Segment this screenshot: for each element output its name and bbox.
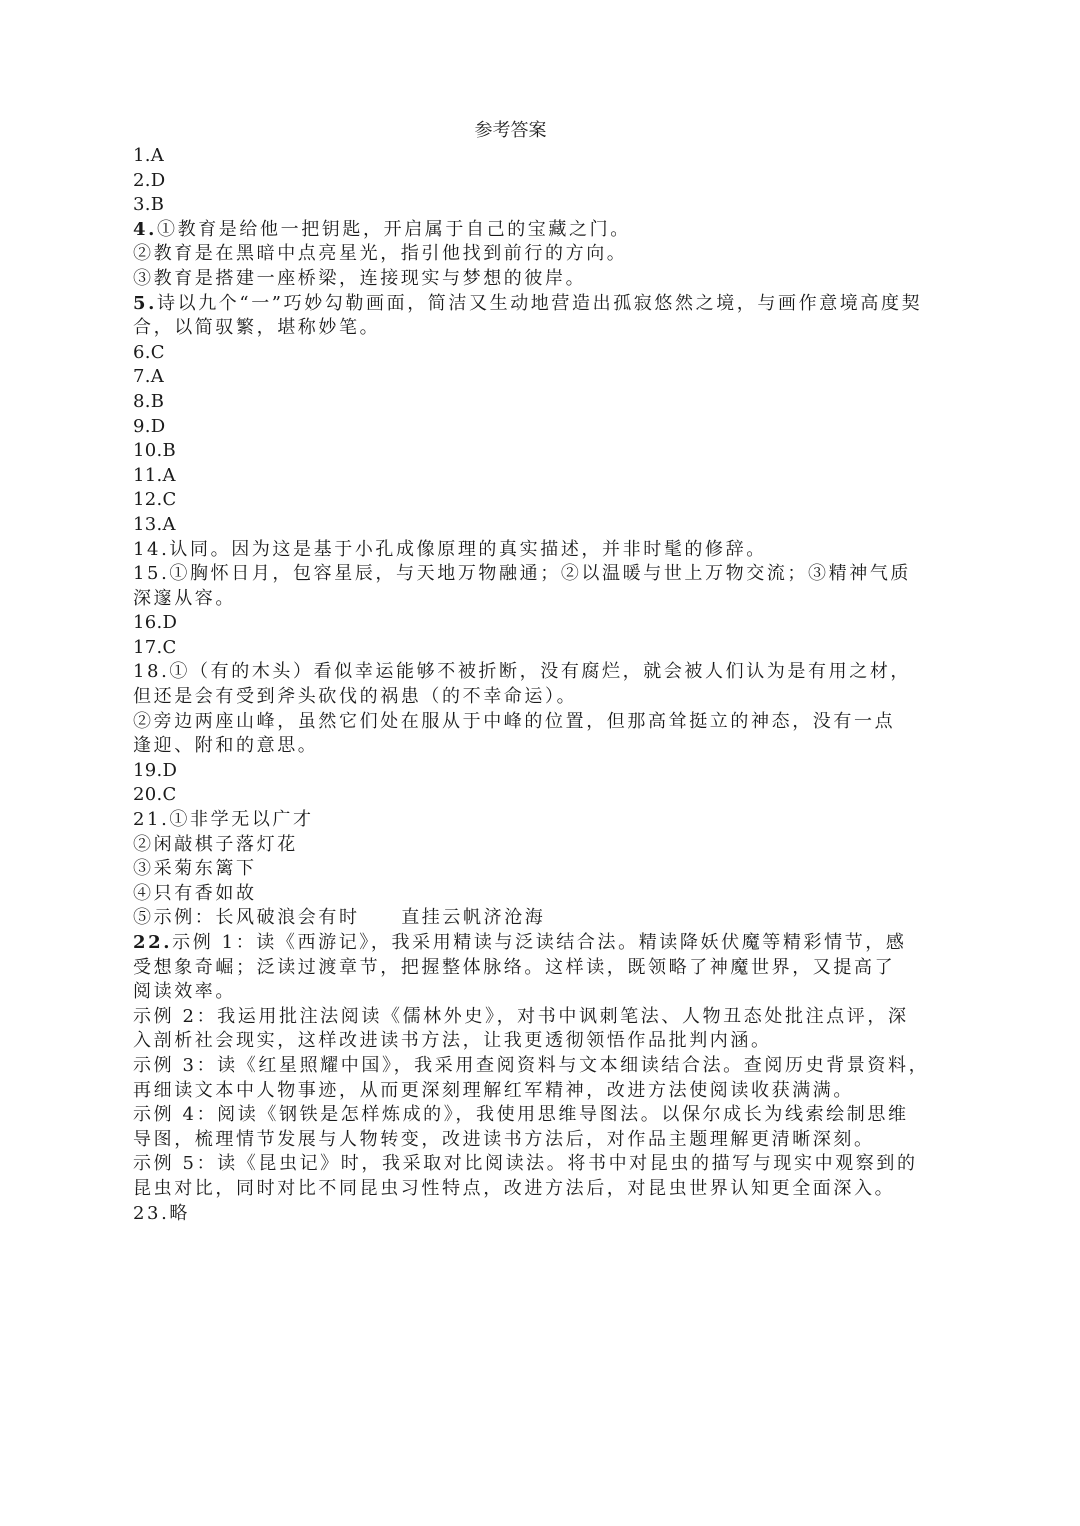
answer-text: 示例 2：我运用批注法阅读《儒林外史》，对书中讽刺笔法、人物丑态处批注点评，深: [133, 1005, 909, 1027]
answer-text: 1.A: [133, 145, 165, 166]
answer-text: ①教育是给他一把钥匙，开启属于自己的宝藏之门。: [157, 218, 631, 240]
answer-text: ②旁边两座山峰，虽然它们处在服从于中峰的位置，但那高耸挺立的神态，没有一点: [133, 710, 896, 732]
answer-text: ②教育是在黑暗中点亮星光，指引他找到前行的方向。: [133, 243, 628, 265]
answer-text: ⑤示例：长风破浪会有时 直挂云帆济沧海: [133, 907, 546, 929]
answer-line: [133, 759, 948, 784]
answer-text: 15.①胸怀日月，包容星辰，与天地万物融通；②以温暖与世上万物交流；③精神气质: [133, 563, 912, 585]
answer-line: [133, 833, 948, 858]
answer-text: 但还是会有受到斧头砍伐的祸患（的不幸命运）。: [133, 686, 578, 708]
answer-line: [133, 341, 948, 366]
answer-text: 3.B: [133, 194, 165, 216]
answer-line: [133, 562, 948, 587]
answer-text: 17.C: [133, 636, 177, 658]
answer-page: [133, 118, 948, 1226]
question-number: 5.: [133, 292, 157, 314]
answer-text: 7.A: [133, 366, 165, 388]
answer-text: 20.C: [133, 784, 177, 806]
answer-line: [133, 390, 948, 415]
answer-line: [133, 1202, 948, 1227]
question-number: 22.: [133, 932, 173, 953]
page-title: 参考答案: [474, 120, 547, 141]
answer-line: [133, 1029, 948, 1054]
answer-text: ②闲敲棋子落灯花: [133, 833, 298, 855]
answer-list: [133, 144, 948, 1226]
answer-line: [133, 488, 948, 513]
answer-text: 逢迎、附和的意思。: [133, 735, 319, 757]
answer-text: 12.C: [133, 489, 177, 511]
answer-line: [133, 193, 948, 218]
answer-text: 18.①（有的木头）看似幸运能够不被折断，没有腐烂，就会被人们认为是有用之材，: [133, 661, 912, 683]
answer-line: [133, 415, 948, 440]
answer-text: 导图，梳理情节发展与人物转变，改进读书方法后，对作品主题理解更清晰深刻。: [133, 1128, 875, 1150]
answer-line: [133, 710, 948, 735]
answer-line: [133, 734, 948, 759]
answer-text: 14.认同。因为这是基于小孔成像原理的真实描述，并非时髦的修辞。: [133, 538, 767, 560]
answer-line: [133, 144, 948, 169]
answer-text: 10.B: [133, 440, 177, 462]
answer-line: [133, 292, 948, 317]
answer-line: [133, 636, 948, 661]
answer-line: [133, 169, 948, 194]
answer-text: ③采菊东篱下: [133, 858, 257, 880]
answer-line: [133, 906, 948, 931]
answer-text: 9.D: [133, 415, 166, 437]
answer-line: [133, 808, 948, 833]
answer-line: [133, 316, 948, 341]
answer-line: [133, 611, 948, 636]
answer-text: 19.D: [133, 759, 178, 781]
answer-text: 诗以九个“一”巧妙勾勒画面，简洁又生动地营造出孤寂悠然之境，与画作意境高度契: [157, 292, 923, 314]
answer-line: [133, 538, 948, 563]
answer-line: [133, 587, 948, 612]
answer-text: ③教育是搭建一座桥梁，连接现实与梦想的彼岸。: [133, 267, 587, 289]
answer-line: [133, 1054, 948, 1079]
answer-text: 2.D: [133, 169, 166, 191]
answer-text: 8.B: [133, 390, 165, 412]
answer-text: 昆虫对比，同时对比不同昆虫习性特点，改进方法后，对昆虫世界认知更全面深入。: [133, 1177, 896, 1199]
answer-text: 阅读效率。: [133, 981, 236, 1003]
answer-line: [133, 857, 948, 882]
answer-line: [133, 931, 948, 956]
answer-text: 示例 1：读《西游记》，我采用精读与泛读结合法。精读降妖伏魔等精彩情节，感: [172, 932, 907, 953]
answer-line: [133, 1079, 948, 1104]
answer-text: 13.A: [133, 513, 176, 535]
answer-line: [133, 783, 948, 808]
answer-text: 入剖析社会现实，这样改进读书方法，让我更透彻领悟作品批判内涵。: [133, 1030, 772, 1052]
answer-line: [133, 660, 948, 685]
answer-text: 11.A: [133, 464, 176, 486]
answer-text: 再细读文本中人物事迹，从而更深刻理解红军精神，改进方法使阅读收获满满。: [133, 1079, 854, 1101]
answer-text: 深邃从容。: [133, 587, 236, 609]
question-number: 4.: [133, 218, 157, 240]
answer-text: 6.C: [133, 341, 165, 363]
answer-text: 合，以简驭繁，堪称妙笔。: [133, 317, 381, 339]
answer-text: 受想象奇崛；泛读过渡章节，把握整体脉络。这样读，既领略了神魔世界，又提高了: [133, 956, 896, 978]
answer-line: [133, 1177, 948, 1202]
answer-line: [133, 513, 948, 538]
answer-line: [133, 464, 948, 489]
answer-text: 示例 3：读《红星照耀中国》，我采用查阅资料与文本细读结合法。查阅历史背景资料，: [133, 1054, 930, 1076]
answer-line: [133, 956, 948, 981]
answer-line: [133, 1152, 948, 1177]
answer-text: 21.①非学无以广才: [133, 809, 314, 831]
answer-line: [133, 218, 948, 243]
answer-line: [133, 365, 948, 390]
answer-text: 示例 4：阅读《钢铁是怎样炼成的》，我使用思维导图法。以保尔成长为线索绘制思维: [133, 1104, 909, 1126]
answer-line: [133, 1128, 948, 1153]
answer-line: [133, 267, 948, 292]
answer-line: [133, 439, 948, 464]
answer-text: 示例 5：读《昆虫记》时，我采取对比阅读法。将书中对昆虫的描写与现实中观察到的: [133, 1153, 918, 1175]
answer-text: 16.D: [133, 612, 178, 634]
answer-text: 23.略: [133, 1202, 191, 1224]
answer-text: ④只有香如故: [133, 882, 257, 904]
answer-line: [133, 685, 948, 710]
answer-line: [133, 1103, 948, 1128]
answer-line: [133, 980, 948, 1005]
answer-line: [133, 242, 948, 267]
answer-line: [133, 1005, 948, 1030]
answer-line: [133, 882, 948, 907]
